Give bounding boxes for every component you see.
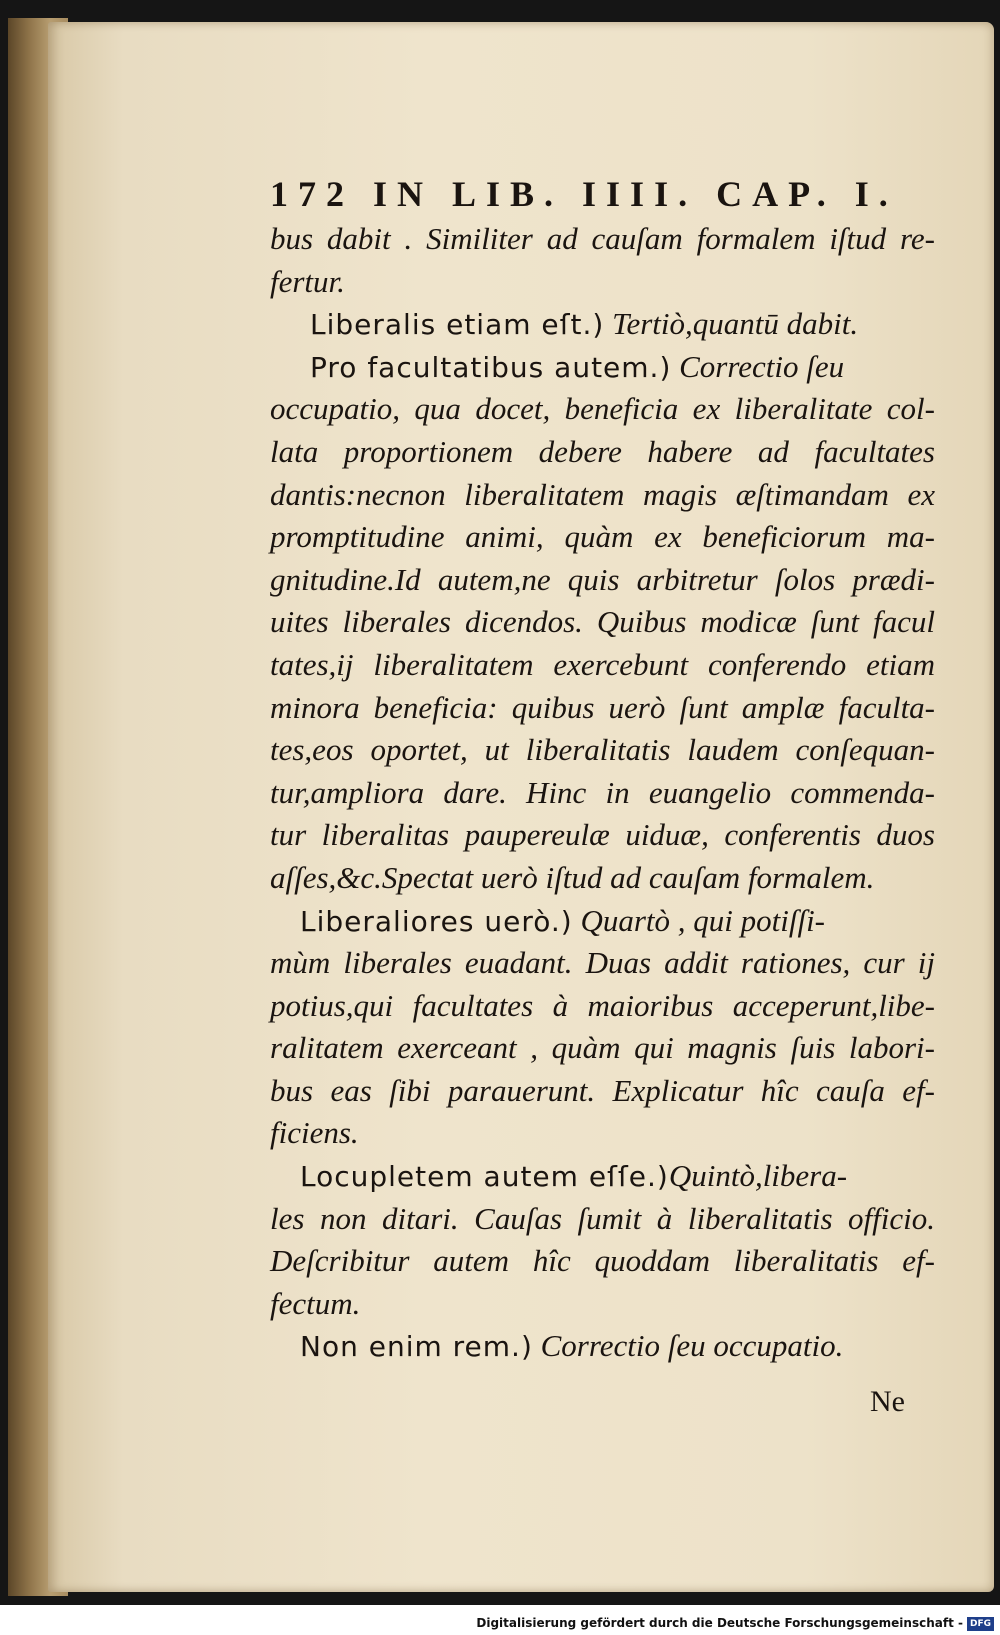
text-line: [270, 1027, 935, 1070]
text-line: [270, 516, 935, 559]
line-text: uites liberales dicendos. Quibus modicæ ſunt facul: [270, 604, 935, 640]
text-line: [270, 1155, 935, 1198]
text-line: [270, 388, 935, 431]
line-text: lata proportionem debere habere ad facultates: [270, 433, 935, 469]
line-text: bus dabit . Similiter ad cauſam formalem iſtud re-: [270, 221, 935, 256]
line-text: aſſes,&c.Spectat uerò iſtud ad cauſam formalem.: [270, 859, 875, 895]
line-text: promptitudine animi, quàm ex beneficiorum ma-: [270, 519, 935, 555]
text-line: [270, 261, 935, 304]
line-text: occupatio, qua docet, beneficia ex liberalitate col-: [270, 391, 935, 427]
credit-text: Digitalisierung gefördert durch die Deutsche Forschungsgemeinschaft -: [476, 1616, 963, 1630]
text-line: [270, 985, 935, 1028]
line-text: Correctio ſeu occupatio.: [532, 1328, 844, 1364]
text-line: [270, 431, 935, 474]
line-text: minora beneficia: quibus uerò ſunt amplæ faculta-: [270, 689, 935, 725]
line-text: potius,qui facultates à maioribus acceperunt,libe-: [270, 987, 935, 1023]
line-text: Correctio ſeu: [671, 348, 845, 384]
lemma: Non enim rem.): [300, 1330, 533, 1364]
text-line: [270, 1112, 935, 1155]
line-text: mùm liberales euadant. Duas addit rationes, cur ij: [270, 945, 935, 981]
text-line: [270, 814, 935, 857]
line-text: bus eas ſibi parauerunt. Explicatur hîc cauſa ef-: [270, 1072, 935, 1108]
text-line: [270, 687, 935, 730]
text-line: [270, 303, 935, 346]
text-line: [270, 1070, 935, 1113]
text-line: [270, 218, 935, 261]
running-header: 172 IN LIB. IIII. CAP. I.: [270, 174, 898, 214]
line-text: fertur.: [270, 263, 345, 299]
text-line: [270, 729, 935, 772]
text-line: [270, 1325, 935, 1368]
line-text: fectum.: [270, 1285, 361, 1321]
line-text: dantis:necnon liberalitatem magis æſtimandam ex: [270, 476, 935, 512]
lemma: Liberaliores uerò.): [300, 904, 573, 938]
text-line: [270, 644, 935, 687]
dfg-logo: DFG: [967, 1617, 994, 1631]
line-text: Deſcribitur autem hîc quoddam liberalitatis ef-: [270, 1243, 935, 1279]
line-text: tur,ampliora dare. Hinc in euangelio commenda-: [270, 774, 935, 810]
lemma: Pro facultatibus autem.): [310, 350, 672, 384]
catchword: Ne: [870, 1385, 905, 1418]
line-text: ficiens.: [270, 1115, 359, 1151]
lemma: Locupletem autem eſſe.): [300, 1160, 669, 1194]
page-text-block: [270, 172, 935, 1368]
line-text: tates,ij liberalitatem exercebunt conferendo etiam: [270, 646, 935, 682]
text-line: [270, 346, 935, 389]
line-text: tes,eos oportet, ut liberalitatis laudem conſequan-: [270, 732, 935, 768]
text-line: [270, 474, 935, 517]
text-line: [270, 1240, 935, 1283]
line-text: gnitudine.Id autem,ne quis arbitretur ſolos prædi-: [270, 561, 935, 597]
line-text: Tertiò,quantū dabit.: [604, 306, 859, 342]
line-text: Quintò,libera-: [668, 1158, 848, 1194]
line-text: tur liberalitas paupereulæ uiduæ, conferentis duos: [270, 817, 935, 853]
text-line: [270, 1198, 935, 1241]
lemma: Liberalis etiam eſt.): [310, 308, 605, 342]
text-lines: [270, 218, 935, 1368]
text-line: [270, 942, 935, 985]
line-text: les non ditari. Cauſas ſumit à liberalitatis officio.: [270, 1200, 935, 1236]
line-text: Quartò , qui potiſſi-: [572, 902, 826, 938]
text-line: [270, 601, 935, 644]
text-line: [270, 1283, 935, 1326]
line-text: ralitatem exerceant , quàm qui magnis ſuis labori-: [270, 1030, 935, 1066]
text-line: [270, 857, 935, 900]
digitization-credit: [0, 1612, 1000, 1635]
text-line: [270, 900, 935, 943]
text-line: [270, 559, 935, 602]
text-line: [270, 772, 935, 815]
